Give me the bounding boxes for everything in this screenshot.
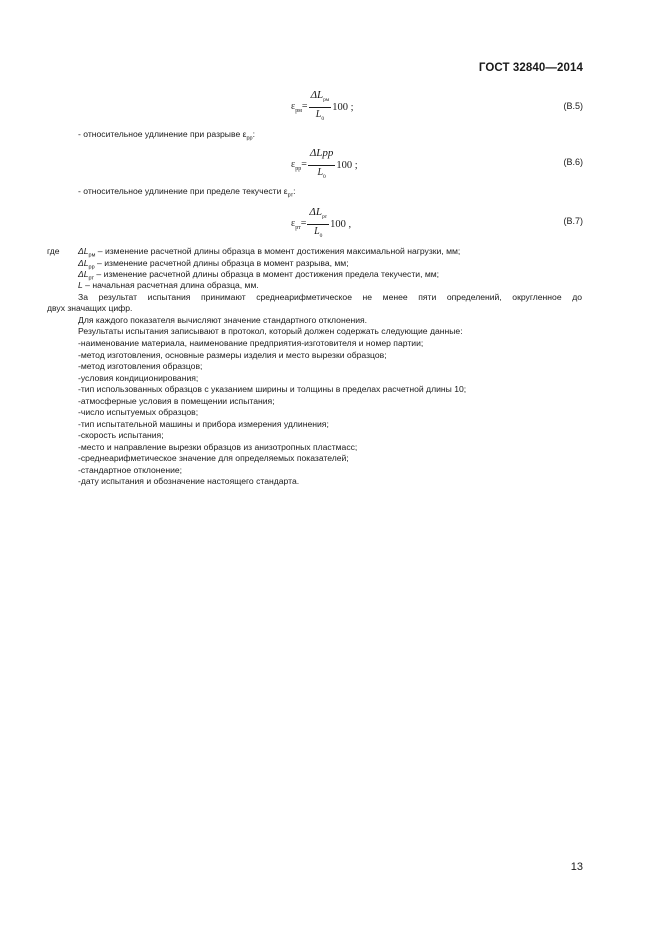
protocol-list-item: -дату испытания и обозначение настоящего стандарта. (78, 476, 300, 486)
definition-item: $\Delta L_{рт}$ – изменение расчетной длины образца в момент достижения предела текучести, мм; (78, 269, 440, 282)
protocol-list-item: -условия кондиционирования; (78, 372, 199, 383)
denominator-subscript: 0 (321, 116, 325, 123)
formula-tail: 100 ; (336, 159, 358, 171)
numerator-subscript: рт (321, 214, 328, 221)
definition-item: $\Delta L_{рм}$ – изменение расчетной длины образца в момент достижения максимальной нагрузки, мм; (78, 246, 461, 259)
protocol-list-item: -тип использованных образцов с указанием ширины и толщины в пределах расчетной длины 10; (78, 384, 467, 394)
protocol-list-item: -метод изготовления, основные размеры изделия и место вырезки образцов; (78, 349, 387, 360)
formula-lhs-symbol: ε (291, 158, 296, 170)
formula-lhs-subscript: рр (295, 165, 302, 172)
fraction (308, 146, 336, 184)
break-elongation-line: - относительное удлинение при разрыве $\varepsilon_{рр}$: (78, 129, 255, 142)
formula-lhs-symbol: ε (291, 217, 296, 229)
equation-number: (В.5) (563, 101, 583, 111)
formula-lhs-symbol: ε (291, 100, 296, 112)
definition-item: L – начальная расчетная длина образца, мм. (78, 280, 259, 290)
protocol-list-item: -среднеарифметическое значение для определяемых показателей; (78, 453, 349, 463)
page-number: 13 (570, 861, 583, 873)
formula-b7: $\varepsilon_{рт}=$ $\frac{\Delta L_{рт}}{L_0}$ 100 , (В.7) (0, 205, 661, 245)
deviation-paragraph: Для каждого показателя вычисляют значение стандартного отклонения. (78, 315, 368, 325)
where-label: где (47, 246, 60, 256)
formula-lhs-subscript: рт (295, 224, 301, 231)
protocol-list-item: -место и направление вырезки образцов из анизотропных пластмасс; (78, 441, 358, 452)
fraction-denominator: L (315, 109, 322, 121)
equation-number: (В.7) (563, 216, 583, 226)
formula-tail: 100 , (330, 218, 352, 230)
formula-b5: $\varepsilon_{рм}=$ $\frac{\Delta L_{рм}}{L_0}$ 100 ; (В.5) (0, 88, 661, 128)
protocol-paragraph: Результаты испытания записывают в протокол, который должен содержать следующие данные: (78, 326, 463, 336)
protocol-list-item: -наименование материала, наименование предприятия-изготовителя и номер партии; (78, 338, 424, 348)
standard-header: ГОСТ 32840—2014 (478, 62, 583, 74)
equation-number: (В.6) (563, 157, 583, 167)
fraction-numerator: ΔL (309, 206, 322, 218)
protocol-list-item: -тип испытательной машины и прибора измерения удлинения; (78, 418, 329, 429)
fraction-denominator: L (314, 226, 320, 238)
result-paragraph-line-1: За результат испытания принимают среднеарифметическое не менее пяти определений, округленное до (78, 292, 582, 302)
fraction-denominator: L (317, 167, 324, 179)
formula-tail: 100 ; (332, 101, 354, 113)
formula-lhs-subscript: рм (295, 107, 302, 114)
yield-elongation-line: - относительное удлинение при пределе текучести $\varepsilon_{рт}$: (78, 186, 296, 199)
fraction-numerator: ΔLрр (309, 147, 334, 159)
protocol-list-item: -атмосферные условия в помещении испытания; (78, 395, 275, 406)
fraction (307, 205, 329, 243)
protocol-list-item: -стандартное отклонение; (78, 464, 183, 475)
numerator-subscript: рм (323, 97, 330, 104)
fraction-numerator: ΔL (310, 89, 324, 101)
fraction (309, 88, 332, 126)
protocol-list-item: -скорость испытания; (78, 430, 164, 440)
definition-item: $\Delta L_{рр}$ – изменение расчетной длины образца в момент разрыва, мм; (78, 258, 349, 271)
result-paragraph-line-2: двух значащих цифр. (47, 303, 133, 313)
protocol-list-item: -число испытуемых образцов; (78, 407, 199, 417)
protocol-list-item: -метод изготовления образцов; (78, 361, 203, 371)
denominator-subscript: 0 (319, 233, 323, 240)
formula-b6: $\varepsilon_{рр}=$ $\frac{\text{ΔLрр}}{L_0}$ 100 ; (В.6) (0, 146, 661, 186)
denominator-subscript: 0 (323, 174, 326, 181)
